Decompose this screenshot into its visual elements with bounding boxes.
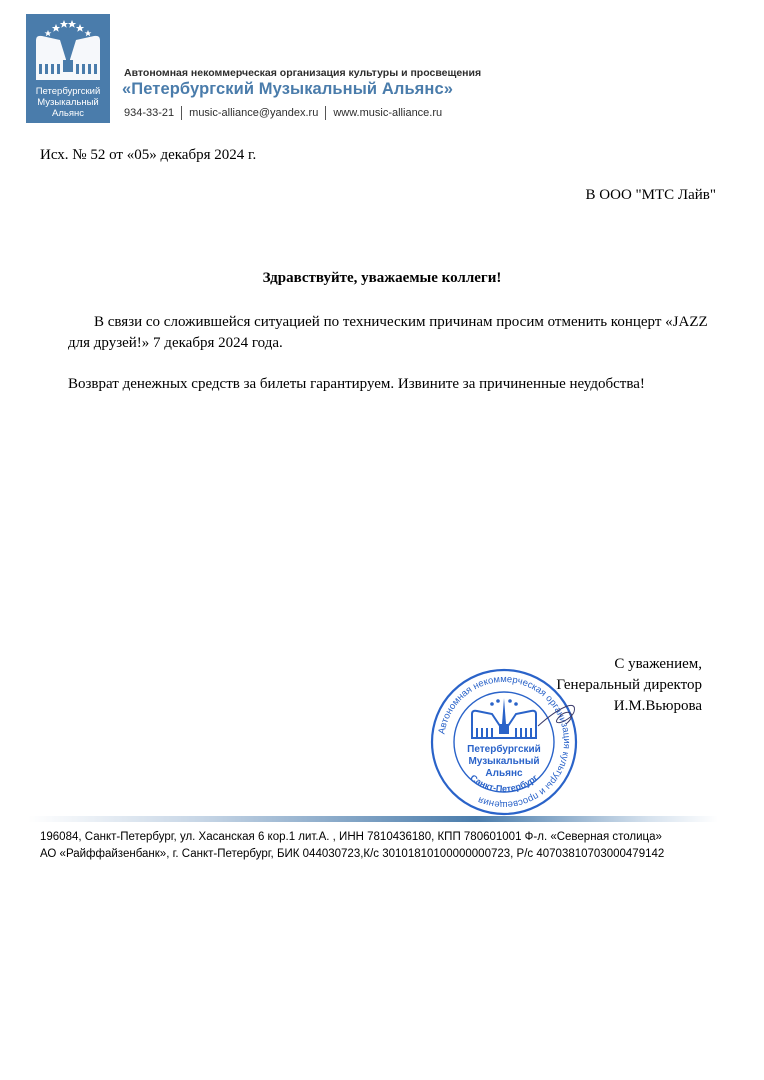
organization-subtitle: Автономная некоммерческая организация культуры и просвещения (124, 67, 482, 79)
seal-line-2: Музыкальный (468, 756, 540, 767)
footer-bank: АО «Райффайзенбанк», г. Санкт-Петербург, БИК 044030723,К/с 30101810100000000723, Р/с 40703810703000479142 (40, 848, 665, 860)
logo-line-2: Музыкальный (37, 97, 99, 108)
contact-line (124, 106, 442, 120)
signer-position: Генеральный директор (556, 677, 702, 693)
seal-ring-text: Автономная некоммерческая организация культуры и просвещения (436, 673, 573, 811)
piano-logo-icon (26, 14, 110, 86)
recipient: В ООО "МТС Лайв" (585, 187, 716, 203)
email-link[interactable]: music-alliance@yandex.ru (189, 107, 319, 119)
contact-divider (181, 106, 182, 120)
outgoing-reference: Исх. № 52 от «05» декабря 2024 г. (40, 147, 257, 163)
paragraph-cancellation: В связи со сложившейся ситуацией по техническим причинам просим отменить концерт «JAZZ для друзей!» 7 декабря 2024 года. (68, 314, 708, 351)
footer-address: 196084, Санкт-Петербург, ул. Хасанская 6 кор.1 лит.А. , ИНН 7810436180, КПП 780601001 Ф-л. «Северная столица» (40, 831, 662, 843)
seal-city: Санкт-Петербург (468, 772, 540, 794)
footer-divider (28, 816, 718, 822)
footer-requisites (40, 829, 664, 863)
signer-name: И.М.Вьюрова (613, 698, 702, 714)
organization-logo (26, 14, 110, 123)
closing: С уважением, (614, 656, 702, 672)
website-link[interactable]: www.music-alliance.ru (333, 107, 443, 119)
organization-name: «Петербургский Музыкальный Альянс» (122, 80, 454, 98)
logo-caption (26, 86, 110, 119)
seal-line-3: Альянс (485, 768, 523, 779)
signature-block (556, 654, 702, 717)
contact-divider (325, 106, 326, 120)
logo-line-1: Петербургский (35, 86, 101, 97)
seal-line-1: Петербургский (467, 744, 541, 755)
greeting: Здравствуйте, уважаемые коллеги! (262, 270, 502, 286)
phone-number: 934-33-21 (124, 107, 175, 119)
logo-line-3: Альянс (52, 108, 84, 119)
paragraph-refund: Возврат денежных средств за билеты гарантируем. Извините за причиненные неудобства! (68, 376, 645, 392)
